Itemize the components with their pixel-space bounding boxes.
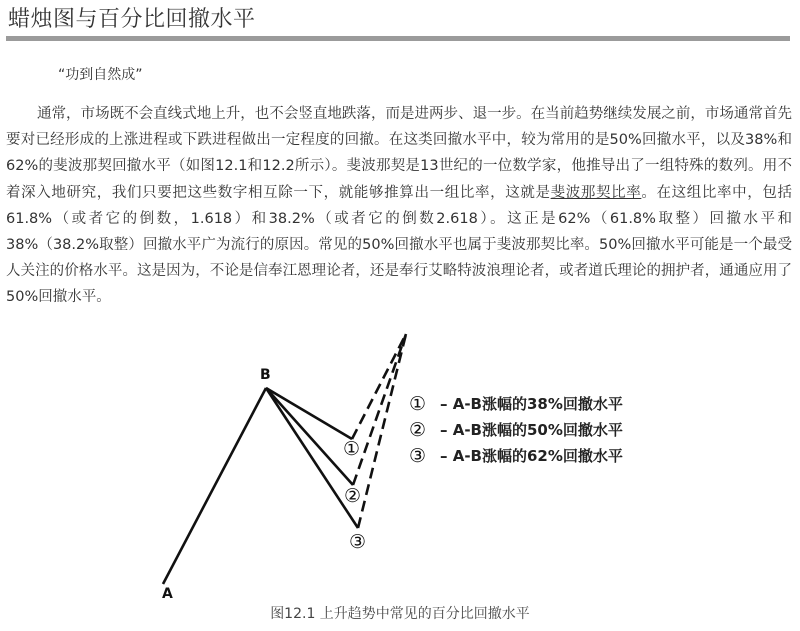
retracement-line-38 xyxy=(266,388,352,439)
title-divider xyxy=(6,36,790,41)
legend-text-3: – A-B涨幅的62%回撤水平 xyxy=(440,447,623,465)
point-a-label: A xyxy=(162,586,173,602)
continuation-line-62 xyxy=(358,334,406,528)
legend-text-2: – A-B涨幅的50%回撤水平 xyxy=(440,421,623,439)
legend-marker-1: ① xyxy=(409,393,427,415)
body-paragraph xyxy=(6,101,792,311)
leg-a-b xyxy=(163,388,266,584)
quote: “功到自然成” xyxy=(58,67,143,83)
legend-marker-2: ② xyxy=(409,419,427,441)
marker-1: ① xyxy=(343,438,361,460)
retracement-diagram xyxy=(0,322,800,602)
marker-3: ③ xyxy=(349,531,367,553)
page-title: 蜡烛图与百分比回撤水平 xyxy=(8,7,256,32)
marker-2: ② xyxy=(344,485,362,507)
fibonacci-ratio-link[interactable]: 斐波那契比率 xyxy=(550,184,642,201)
paragraph-text-2: 。在这组比率中，包括61.8%（或者它的倒数，1.618）和38.2%（或者它的倒数2.618）。这正是62%（61.8%取整）回撤水平和38%（38.2%取整）回撤水平广为流行的原因。常见的50%回撤水平也属于斐波那契比率。50%回撤水平可能是一个最受人关注的价格水平。这是因为，不论是信奉江恩理论者，还是奉行艾略特波浪理论者，或者道氏理论的拥护者，通通应用了50%回撤水平。 xyxy=(6,184,793,306)
retracement-line-50 xyxy=(266,388,353,485)
point-b-label: B xyxy=(260,367,271,383)
legend-text-1: – A-B涨幅的38%回撤水平 xyxy=(440,395,623,413)
paragraph-text-1: 通常，市场既不会直线式地上升，也不会竖直地跌落，而是进两步、退一步。在当前趋势继续发展之前，市场通常首先要对已经形成的上涨进程或下跌进程做出一定程度的回撤。在这类回撤水平中，较为常用的是50%回撤水平，以及38%和62%的斐波那契回撤水平（如图12.1和12.2所示）。斐波那契是13世纪的一位数学家，他推导出了一组特殊的数列。用不着深入地研究，我们只要把这些数字相互除一下，就能够推算出一组比率，这就是 xyxy=(6,106,792,201)
continuation-line-50 xyxy=(353,334,406,485)
continuation-line-38 xyxy=(352,334,406,439)
retracement-figure xyxy=(0,322,800,602)
legend-marker-3: ③ xyxy=(409,445,427,467)
figure-caption: 图12.1 上升趋势中常见的百分比回撤水平 xyxy=(270,606,530,622)
